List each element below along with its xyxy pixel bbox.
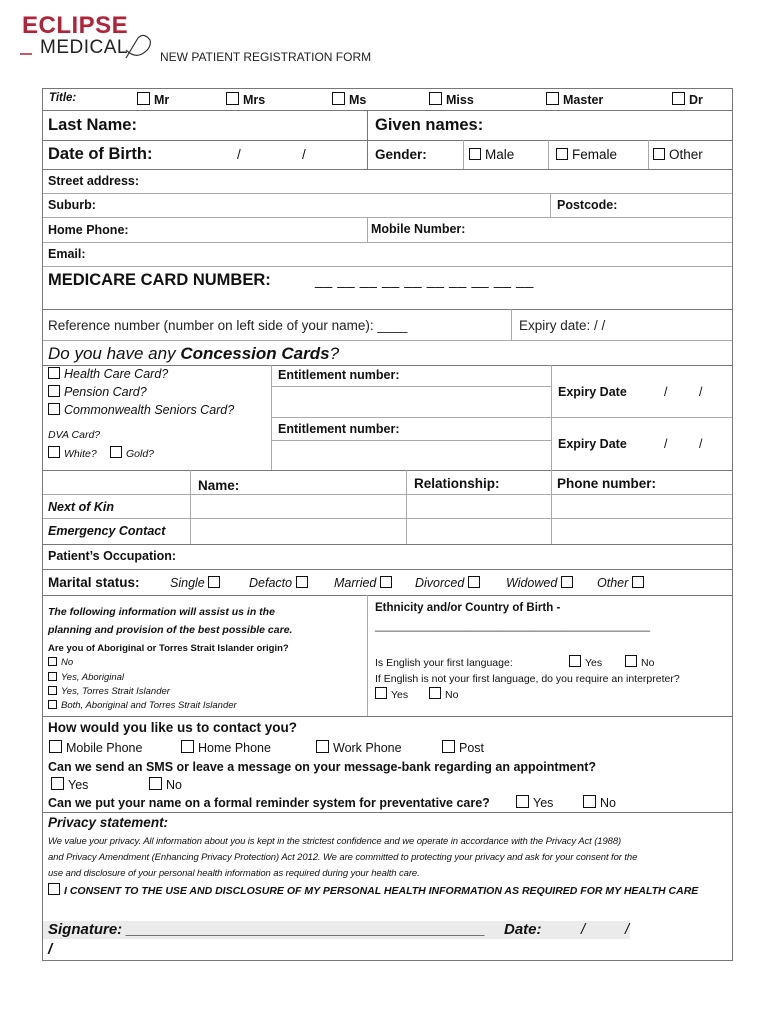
checkbox-icon[interactable]	[516, 795, 529, 808]
marital-option-defacto[interactable]: Defacto	[249, 576, 312, 590]
contact-option-post[interactable]: Post	[442, 740, 484, 755]
checkbox-icon[interactable]	[583, 795, 596, 808]
expiry-slash: /	[664, 385, 668, 399]
marital-option-widowed[interactable]: Widowed	[506, 576, 577, 590]
checkbox-icon[interactable]	[546, 92, 559, 105]
checkbox-icon[interactable]	[51, 777, 64, 790]
pension-card-option[interactable]: Pension Card?	[48, 385, 147, 399]
reference-number-label: Reference number (number on left side of your name): ____	[48, 318, 408, 333]
marital-option-single[interactable]: Single	[170, 576, 224, 590]
checkbox-icon[interactable]	[48, 657, 57, 666]
emergency-contact-label: Emergency Contact	[48, 524, 166, 538]
title-option-dr[interactable]: Dr	[672, 92, 703, 107]
reminder-question: Can we put your name on a formal reminder system for preventative care?	[48, 796, 490, 810]
logo-text-medical: MEDICAL	[40, 37, 128, 58]
checkbox-icon[interactable]	[316, 740, 329, 753]
home-phone-label: Home Phone:	[48, 223, 129, 237]
postcode-label: Postcode:	[557, 198, 618, 212]
checkbox-icon[interactable]	[137, 92, 150, 105]
english-no-option[interactable]: No	[625, 655, 654, 669]
aboriginal-option-aboriginal[interactable]: Yes, Aboriginal	[48, 672, 124, 683]
signature-date-slash: /	[625, 921, 630, 938]
marital-option-other[interactable]: Other	[597, 576, 648, 590]
checkbox-icon[interactable]	[442, 740, 455, 753]
english-first-language-question: Is English your first language:	[375, 657, 513, 669]
info-intro-line: planning and provision of the best possible care.	[48, 624, 293, 636]
signature-date-slash: /	[48, 941, 53, 958]
checkbox-icon[interactable]	[468, 576, 480, 588]
last-name-label: Last Name:	[48, 116, 137, 134]
dva-white-option[interactable]: White?	[48, 446, 97, 460]
entitlement-number-label: Entitlement number:	[278, 368, 400, 382]
checkbox-icon[interactable]	[48, 700, 57, 709]
checkbox-icon[interactable]	[375, 687, 387, 699]
medicare-expiry-label: Expiry date: / /	[519, 318, 606, 333]
checkbox-icon[interactable]	[181, 740, 194, 753]
concession-heading: Do you have any Concession Cards?	[48, 344, 340, 363]
title-option-mrs[interactable]: Mrs	[226, 92, 265, 107]
interpreter-question: If English is not your first language, do you require an interpreter?	[375, 673, 680, 685]
dva-card-label: DVA Card?	[48, 429, 101, 441]
english-yes-option[interactable]: Yes	[569, 655, 602, 669]
expiry-slash: /	[699, 385, 703, 399]
checkbox-icon[interactable]	[49, 740, 62, 753]
street-address-label: Street address:	[48, 174, 140, 188]
sms-yes-option[interactable]: Yes	[51, 777, 88, 792]
next-of-kin-label: Next of Kin	[48, 500, 114, 514]
checkbox-icon[interactable]	[48, 686, 57, 695]
checkbox-icon[interactable]	[48, 672, 57, 681]
interpreter-no-option[interactable]: No	[429, 687, 458, 701]
checkbox-icon[interactable]	[48, 385, 60, 397]
kin-name-header: Name:	[198, 478, 240, 493]
contact-option-work[interactable]: Work Phone	[316, 740, 402, 755]
marital-status-label: Marital status:	[48, 575, 140, 590]
contact-option-mobile[interactable]: Mobile Phone	[49, 740, 142, 755]
medicare-number-blanks[interactable]: __ __ __ __ __ __ __ __ __ __	[315, 272, 534, 289]
marital-option-divorced[interactable]: Divorced	[415, 576, 484, 590]
expiry-date-label: Expiry Date	[558, 437, 627, 451]
gender-option-other[interactable]: Other	[653, 147, 703, 162]
dob-slash: /	[237, 147, 241, 162]
dva-gold-option[interactable]: Gold?	[110, 446, 154, 460]
gender-label: Gender:	[375, 147, 427, 162]
info-intro-line: The following information will assist us in the	[48, 606, 275, 618]
checkbox-icon[interactable]	[429, 687, 441, 699]
checkbox-icon[interactable]	[625, 655, 637, 667]
checkbox-icon[interactable]	[226, 92, 239, 105]
registration-form	[42, 88, 733, 961]
ethnicity-label: Ethnicity and/or Country of Birth -	[375, 602, 561, 614]
privacy-text-line: and Privacy Amendment (Enhancing Privacy Protection) Act 2012. We are committed to protecting your privacy and ask for your consent for the	[48, 852, 638, 863]
aboriginal-option-both[interactable]: Both, Aboriginal and Torres Strait Islander	[48, 700, 237, 711]
form-title: NEW PATIENT REGISTRATION FORM	[160, 50, 372, 64]
privacy-text-line: use and disclosure of your personal health information as required during your health care.	[48, 868, 420, 879]
dob-label: Date of Birth:	[48, 145, 153, 163]
checkbox-icon[interactable]	[672, 92, 685, 105]
checkbox-icon[interactable]	[632, 576, 644, 588]
sms-no-option[interactable]: No	[149, 777, 182, 792]
checkbox-icon[interactable]	[149, 777, 162, 790]
logo-text-eclipse: ECLIPSE	[22, 12, 129, 39]
logo-swoosh-icon	[18, 34, 158, 62]
marital-option-married[interactable]: Married	[334, 576, 396, 590]
privacy-consent-option[interactable]: I CONSENT TO THE USE AND DISCLOSURE OF MY PERSONAL HEALTH INFORMATION AS REQUIRED FOR MY HEALTH CARE	[48, 883, 698, 897]
entitlement-number-label: Entitlement number:	[278, 422, 400, 436]
checkbox-icon[interactable]	[569, 655, 581, 667]
checkbox-icon[interactable]	[48, 403, 60, 415]
dob-slash: /	[302, 147, 306, 162]
expiry-date-label: Expiry Date	[558, 385, 627, 399]
gender-option-male[interactable]: Male	[469, 147, 514, 162]
title-option-miss[interactable]: Miss	[429, 92, 474, 107]
checkbox-icon[interactable]	[469, 148, 481, 160]
checkbox-icon[interactable]	[296, 576, 308, 588]
expiry-slash: /	[664, 437, 668, 451]
occupation-label: Patient’s Occupation:	[48, 549, 177, 563]
signature-date-label: Date:	[504, 921, 542, 938]
commonwealth-seniors-card-option[interactable]: Commonwealth Seniors Card?	[48, 403, 234, 417]
kin-phone-header: Phone number:	[557, 476, 657, 491]
privacy-heading: Privacy statement:	[48, 815, 169, 830]
title-option-master[interactable]: Master	[546, 92, 603, 107]
checkbox-icon[interactable]	[208, 576, 220, 588]
aboriginal-question: Are you of Aboriginal or Torres Strait Islander origin?	[48, 643, 289, 654]
suburb-label: Suburb:	[48, 198, 96, 212]
health-care-card-option[interactable]: Health Care Card?	[48, 367, 168, 381]
reminder-no-option[interactable]: No	[583, 795, 616, 810]
email-label: Email:	[48, 247, 86, 261]
contact-question: How would you like us to contact you?	[48, 720, 298, 735]
sms-question: Can we send an SMS or leave a message on your message-bank regarding an appointment?	[48, 760, 597, 774]
signature-date-slash: /	[581, 921, 586, 938]
checkbox-icon[interactable]	[110, 446, 122, 458]
privacy-text-line: We value your privacy. All information about you is kept in the strictest confidence and we operate in accordance with the Privacy Act (1988)	[48, 836, 622, 847]
title-option-ms[interactable]: Ms	[332, 92, 366, 107]
checkbox-icon[interactable]	[429, 92, 442, 105]
checkbox-icon[interactable]	[380, 576, 392, 588]
gender-option-female[interactable]: Female	[556, 147, 617, 162]
title-option-mr[interactable]: Mr	[137, 92, 169, 107]
expiry-slash: /	[699, 437, 703, 451]
checkbox-icon[interactable]	[48, 446, 60, 458]
checkbox-icon[interactable]	[332, 92, 345, 105]
kin-relationship-header: Relationship:	[414, 476, 500, 491]
mobile-number-label: Mobile Number:	[371, 222, 466, 236]
signature-field[interactable]: Signature: ___________________________________________	[48, 921, 486, 938]
checkbox-icon[interactable]	[561, 576, 573, 588]
aboriginal-option-tsi[interactable]: Yes, Torres Strait Islander	[48, 686, 170, 697]
checkbox-icon[interactable]	[48, 367, 60, 379]
aboriginal-option-no[interactable]: No	[48, 657, 73, 668]
checkbox-icon[interactable]	[556, 148, 568, 160]
title-label: Title:	[49, 92, 77, 104]
interpreter-yes-option[interactable]: Yes	[375, 687, 408, 701]
reminder-yes-option[interactable]: Yes	[516, 795, 553, 810]
checkbox-icon[interactable]	[48, 883, 60, 895]
contact-option-home[interactable]: Home Phone	[181, 740, 271, 755]
given-names-label: Given names:	[375, 116, 484, 134]
ethnicity-input-line[interactable]: ___________________________________________	[375, 620, 651, 632]
eclipse-medical-logo	[22, 14, 128, 58]
medicare-card-label: MEDICARE CARD NUMBER:	[48, 271, 271, 289]
checkbox-icon[interactable]	[653, 148, 665, 160]
